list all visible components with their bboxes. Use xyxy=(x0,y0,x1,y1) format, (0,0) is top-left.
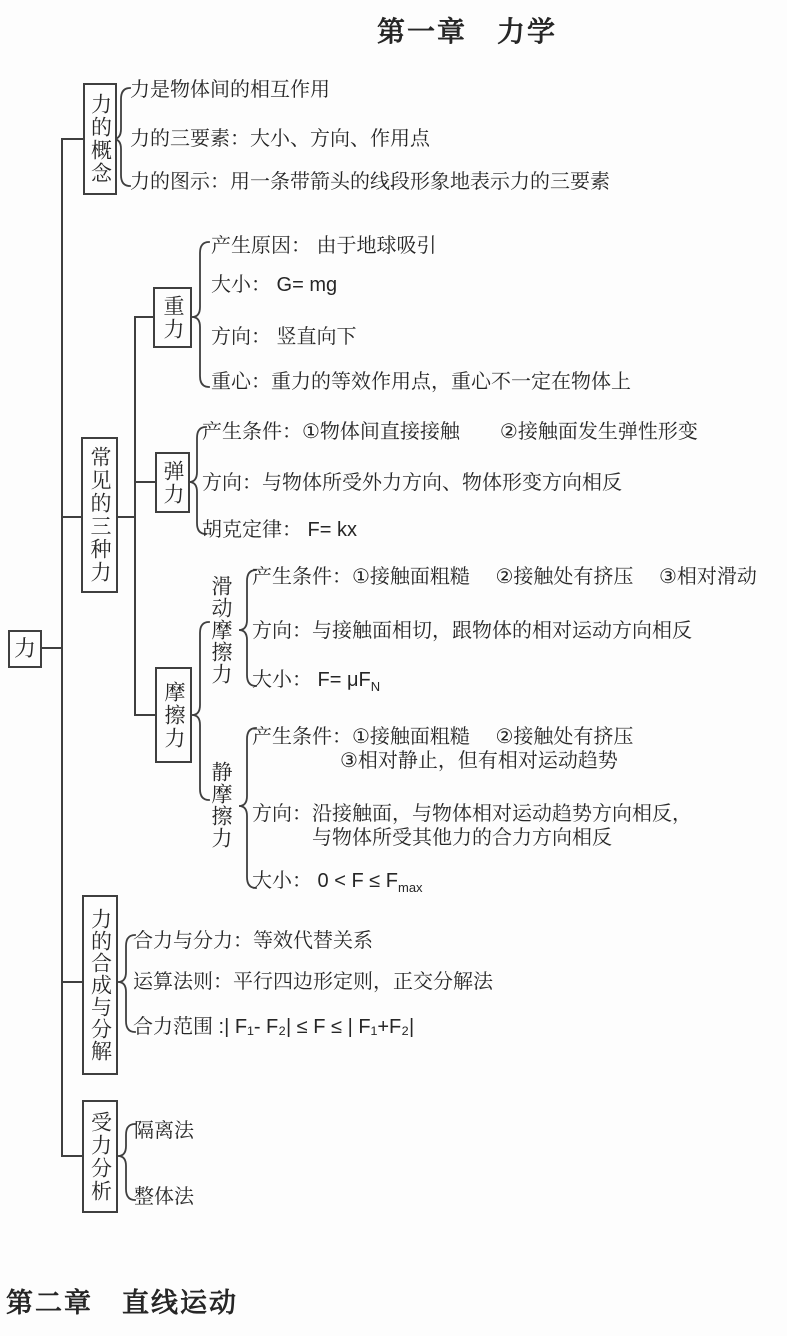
sliding-magnitude-subscript: N xyxy=(370,679,381,694)
node-force-analysis xyxy=(82,1100,118,1213)
static-direction-line1: 方向：沿接触面，与物体相对运动趋势方向相反， xyxy=(252,803,692,825)
analysis-isolation-method: 隔离法 xyxy=(134,1120,194,1142)
node-elastic-force xyxy=(155,452,190,513)
static-conditions-line2: ③相对静止，但有相对运动趋势 xyxy=(340,750,618,772)
node-force-concept xyxy=(83,83,117,195)
gravity-center: 重心：重力的等效作用点，重心不一定在物体上 xyxy=(211,371,631,393)
concept-three-elements: 力的三要素：大小、方向、作用点 xyxy=(130,128,430,150)
gravity-cause: 产生原因： 由于地球吸引 xyxy=(211,235,437,257)
brace-analysis xyxy=(118,1124,135,1200)
node-force-concept-label: 力的概念 xyxy=(88,93,112,185)
concept-definition: 力是物体间的相互作用 xyxy=(130,79,330,101)
node-force-root-label: 力 xyxy=(13,636,36,661)
node-common-forces xyxy=(81,437,118,593)
chapter2-title: 第二章 直线运动 xyxy=(6,1288,238,1318)
label-sliding-friction: 滑动摩擦力 xyxy=(209,575,232,685)
static-conditions xyxy=(252,725,633,773)
elastic-hooke-law: 胡克定律： F= kx xyxy=(202,519,358,541)
sliding-magnitude xyxy=(252,669,381,694)
elastic-direction: 方向：与物体所受外力方向、物体形变方向相反 xyxy=(202,472,622,494)
node-force-root xyxy=(8,630,42,668)
node-common-forces-label: 常见的三种力 xyxy=(88,446,111,584)
composition-range: 合力范围 :| F₁- F₂| ≤ F ≤ | F₁+F₂| xyxy=(133,1016,415,1038)
sliding-direction: 方向：与接触面相切，跟物体的相对运动方向相反 xyxy=(252,620,692,642)
sliding-conditions: 产生条件：①接触面粗糙 ②接触处有挤压 ③相对滑动 xyxy=(252,566,757,588)
static-magnitude-formula: 大小： 0 < F ≤ F xyxy=(252,870,398,892)
node-friction xyxy=(155,667,192,763)
static-direction-line2: 与物体所受其他力的合力方向相反 xyxy=(312,827,612,849)
elastic-conditions: 产生条件：①物体间直接接触 ②接触面发生弹性形变 xyxy=(202,421,698,443)
static-direction xyxy=(252,802,692,850)
gravity-direction: 方向： 竖直向下 xyxy=(211,326,357,348)
static-conditions-line1: 产生条件：①接触面粗糙 ②接触处有挤压 xyxy=(252,726,634,748)
composition-relation: 合力与分力：等效代替关系 xyxy=(133,930,373,952)
node-elastic-force-label: 弹力 xyxy=(161,459,184,506)
node-gravity xyxy=(153,287,192,348)
node-gravity-label: 重力 xyxy=(161,294,184,341)
node-force-analysis-label: 受力分析 xyxy=(88,1110,112,1203)
static-magnitude xyxy=(252,870,423,895)
node-force-composition-label: 力的合成与分解 xyxy=(88,908,112,1062)
chapter1-title: 第一章 力学 xyxy=(377,16,558,47)
static-magnitude-subscript: max xyxy=(398,880,423,895)
sliding-magnitude-formula: 大小： F= μF xyxy=(252,669,371,691)
gravity-magnitude: 大小： G= mg xyxy=(211,274,338,296)
concept-force-diagram: 力的图示：用一条带箭头的线段形象地表示力的三要素 xyxy=(130,171,610,193)
brace-gravity xyxy=(192,242,209,387)
analysis-holistic-method: 整体法 xyxy=(134,1186,194,1208)
node-force-composition xyxy=(82,895,118,1075)
node-friction-label: 摩擦力 xyxy=(162,680,185,750)
composition-rules: 运算法则：平行四边形定则，正交分解法 xyxy=(133,971,493,993)
brace-friction xyxy=(192,622,209,800)
label-static-friction: 静摩擦力 xyxy=(209,761,232,849)
